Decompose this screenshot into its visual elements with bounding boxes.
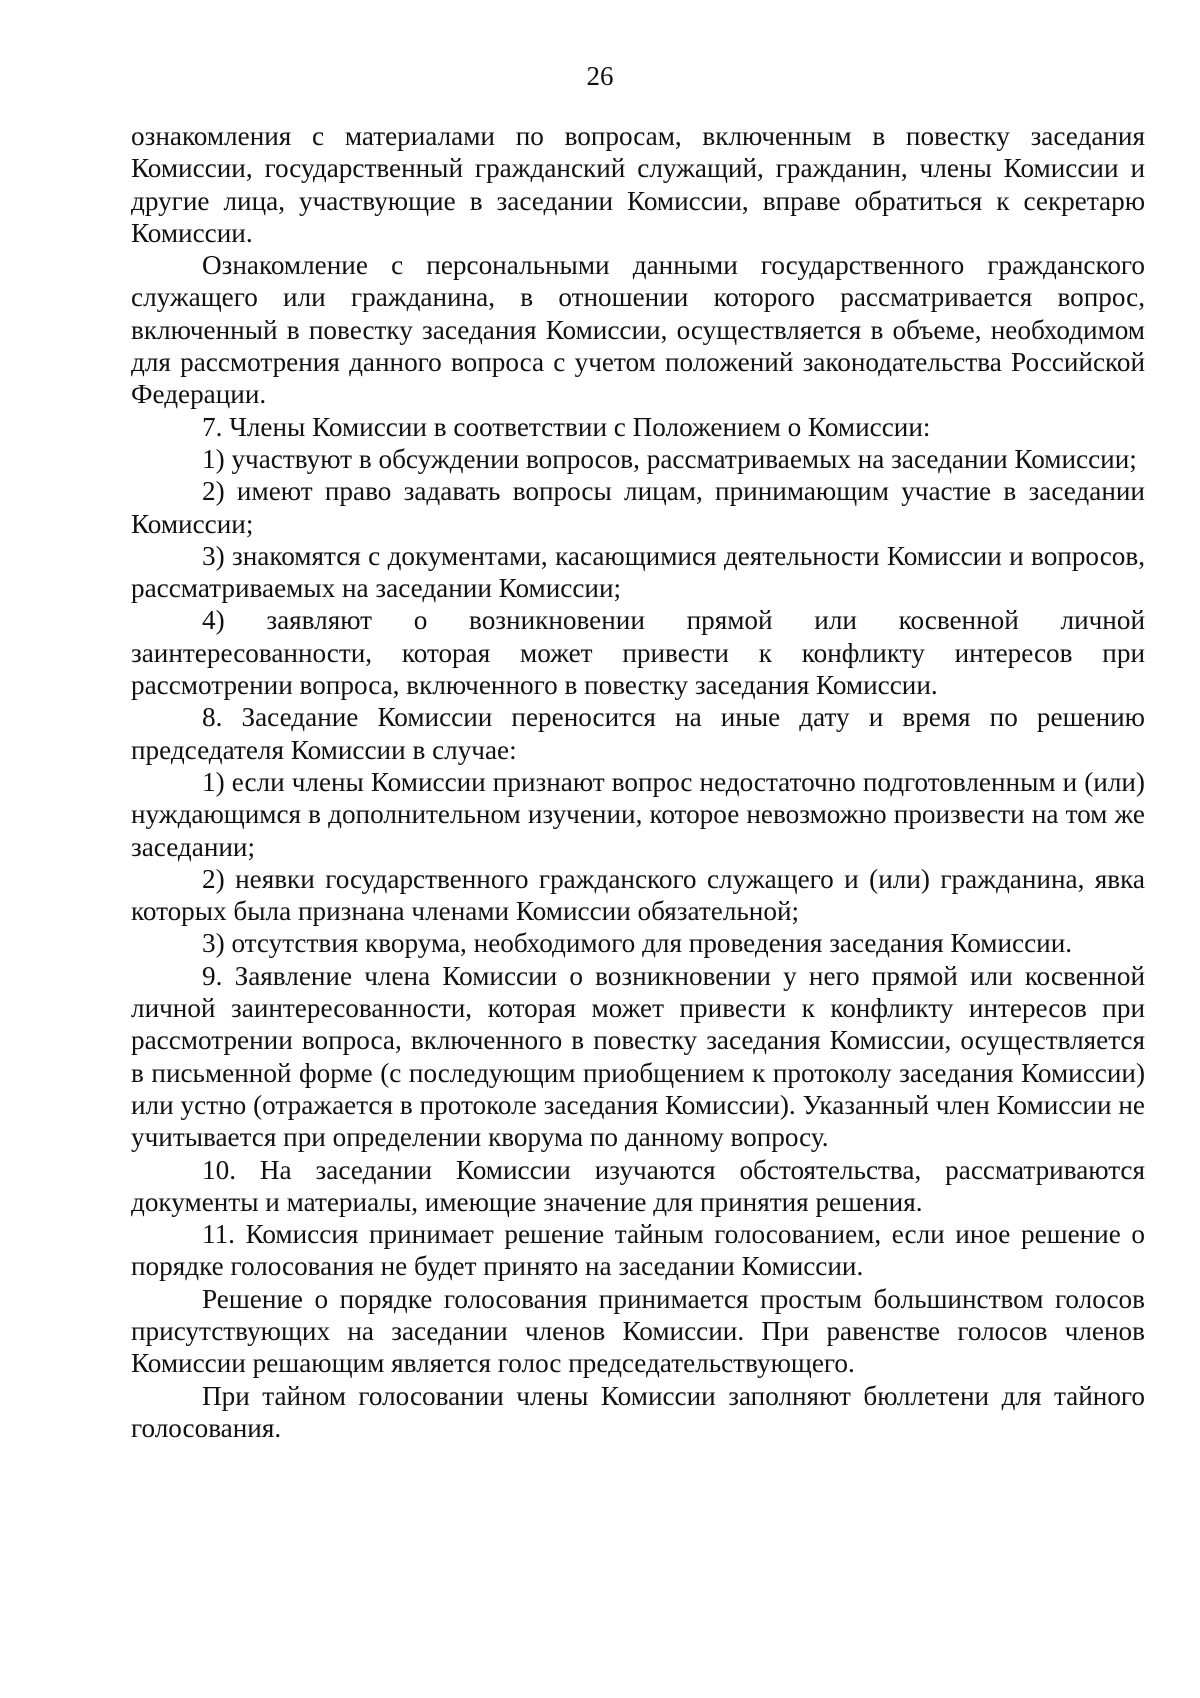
paragraph-item-7-2: 2) имеют право задавать вопросы лицам, принимающим участие в заседании Комиссии; [131, 476, 1145, 539]
paragraph-item-8-3: 3) отсутствия кворума, необходимого для проведения заседания Комиссии. [202, 928, 1073, 959]
paragraph-secret-ballot: При тайном голосовании члены Комиссии заполняют бюллетени для тайного голосования. [131, 1380, 1145, 1443]
paragraph-item-7-1: 1) участвуют в обсуждении вопросов, рассматриваемых на заседании Комиссии; [202, 443, 1137, 474]
paragraph-item-8: 8. Заседание Комиссии переносится на иные дату и время по решению председателя Комиссии в случае: [131, 702, 1145, 765]
paragraph-item-8-1: 1) если члены Комиссии признают вопрос недостаточно подготовленным и (или) нуждающимся в дополнительном изучении, которое невозможно произвести на том же заседании; [131, 766, 1145, 862]
paragraph-item-9: 9. Заявление члена Комиссии о возникновении у него прямой или косвенной личной заинтересованности, которая может привести к конфликту интересов при рассмотрении вопроса, включенного в повестку заседания Комиссии, осуществляется в письменной форме (с последующим приобщением к протоколу заседания Комиссии) или устно (отражается в протоколе заседания Комиссии). Указанный член Комиссии не учитывается при определении кворума по данному вопросу. [131, 960, 1145, 1153]
document-body [131, 120, 1145, 1444]
paragraph-item-7-4: 4) заявляют о возникновении прямой или косвенной личной заинтересованности, которая может привести к конфликту интересов при рассмотрении вопроса, включенного в повестку заседания Комиссии. [131, 605, 1145, 701]
paragraph-item-7: 7. Члены Комиссии в соответствии с Положением о Комиссии: [202, 411, 931, 442]
page-number: 26 [586, 61, 614, 91]
paragraph-personal-data: Ознакомление с персональными данными государственного гражданского служащего или гражданина, в отношении которого рассматривается вопрос, включенный в повестку заседания Комиссии, осуществляется в объеме, необходимом для рассмотрения данного вопроса с учетом положений законодательства Российской Федерации. [131, 250, 1145, 410]
paragraph-continued: ознакомления с материалами по вопросам, включенным в повестку заседания Комиссии, государственный гражданский служащий, гражданин, члены Комиссии и другие лица, участвующие в заседании Комиссии, вправе обратиться к секретарю Комиссии. [131, 121, 1145, 248]
paragraph-item-11: 11. Комиссия принимает решение тайным голосованием, если иное решение о порядке голосования не будет принято на заседании Комиссии. [131, 1219, 1145, 1282]
paragraph-item-8-2: 2) неявки государственного гражданского служащего и (или) гражданина, явка которых была признана членами Комиссии обязательной; [131, 863, 1145, 927]
paragraph-item-10: 10. На заседании Комиссии изучаются обстоятельства, рассматриваются документы и материалы, имеющие значение для принятия решения. [131, 1154, 1145, 1217]
paragraph-voting-order: Решение о порядке голосования принимается простым большинством голосов присутствующих на заседании членов Комиссии. При равенстве голосов членов Комиссии решающим является голос председательствующего. [131, 1283, 1145, 1379]
paragraph-item-7-3: 3) знакомятся с документами, касающимися деятельности Комиссии и вопросов, рассматриваемых на заседании Комиссии; [131, 540, 1145, 604]
